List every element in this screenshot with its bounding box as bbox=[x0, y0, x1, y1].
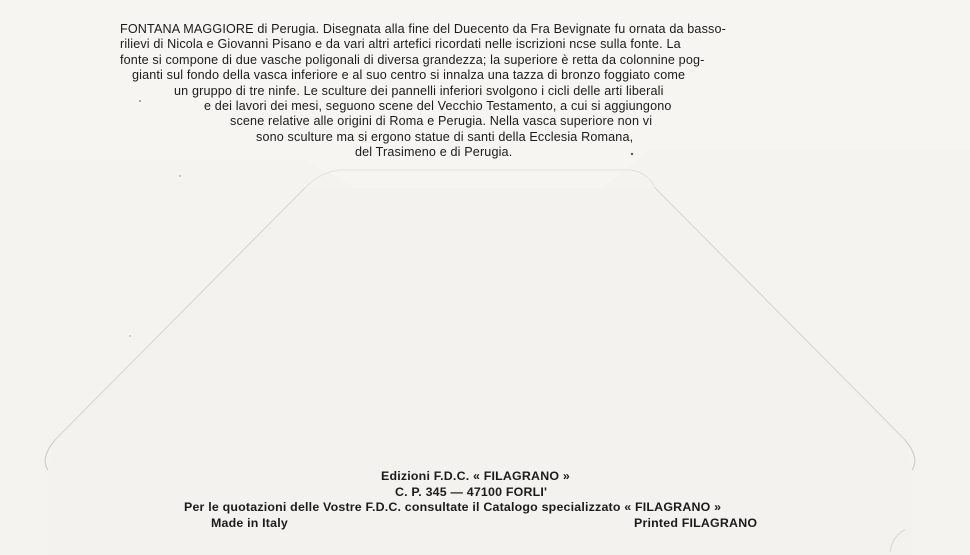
description-line: fonte si compone di due vasche poligonali di diversa grandezza; la superiore è retta da colonnine pog- bbox=[120, 52, 705, 67]
description-line: FONTANA MAGGIORE di Perugia. Disegnata alla fine del Duecento da Fra Bevignate fu ornata da basso- bbox=[120, 22, 726, 36]
description-line: rilievi di Nicola e Giovanni Pisano e da vari altri artefici ricordati nelle iscrizioni ncse sulla fonte. La bbox=[120, 37, 681, 52]
publisher-name: Edizioni F.D.C. « FILAGRANO » bbox=[381, 469, 570, 483]
description-line: scene relative alle origini di Roma e Perugia. Nella vasca superiore non vi bbox=[230, 114, 653, 129]
description-line: sono sculture ma si ergono statue di santi della Ecclesia Romana, bbox=[256, 129, 634, 144]
paper-speck bbox=[129, 335, 130, 336]
fountain-description bbox=[100, 22, 875, 161]
made-in-label: Made in Italy bbox=[211, 515, 288, 530]
catalog-note: Per le quotazioni delle Vostre F.D.C. consultate il Catalogo specializzato « FILAGRANO » bbox=[184, 500, 722, 514]
description-line: gianti sul fondo della vasca inferiore e al suo centro si innalza una tazza di bronzo foggiato come bbox=[132, 68, 686, 83]
printed-by-label: Printed FILAGRANO bbox=[634, 515, 758, 530]
paper-speck bbox=[179, 175, 180, 176]
description-line: del Trasimeno e di Perugia. bbox=[355, 145, 513, 160]
description-line: e dei lavori dei mesi, seguono scene del Vecchio Testamento, a cui si aggiungono bbox=[204, 99, 672, 114]
publisher-address: C. P. 345 — 47100 FORLI' bbox=[395, 484, 548, 499]
description-line: un gruppo di tre ninfe. Le sculture dei pannelli inferiori svolgono i cicli delle arti liberali bbox=[174, 83, 664, 98]
publisher-footer bbox=[0, 469, 970, 531]
